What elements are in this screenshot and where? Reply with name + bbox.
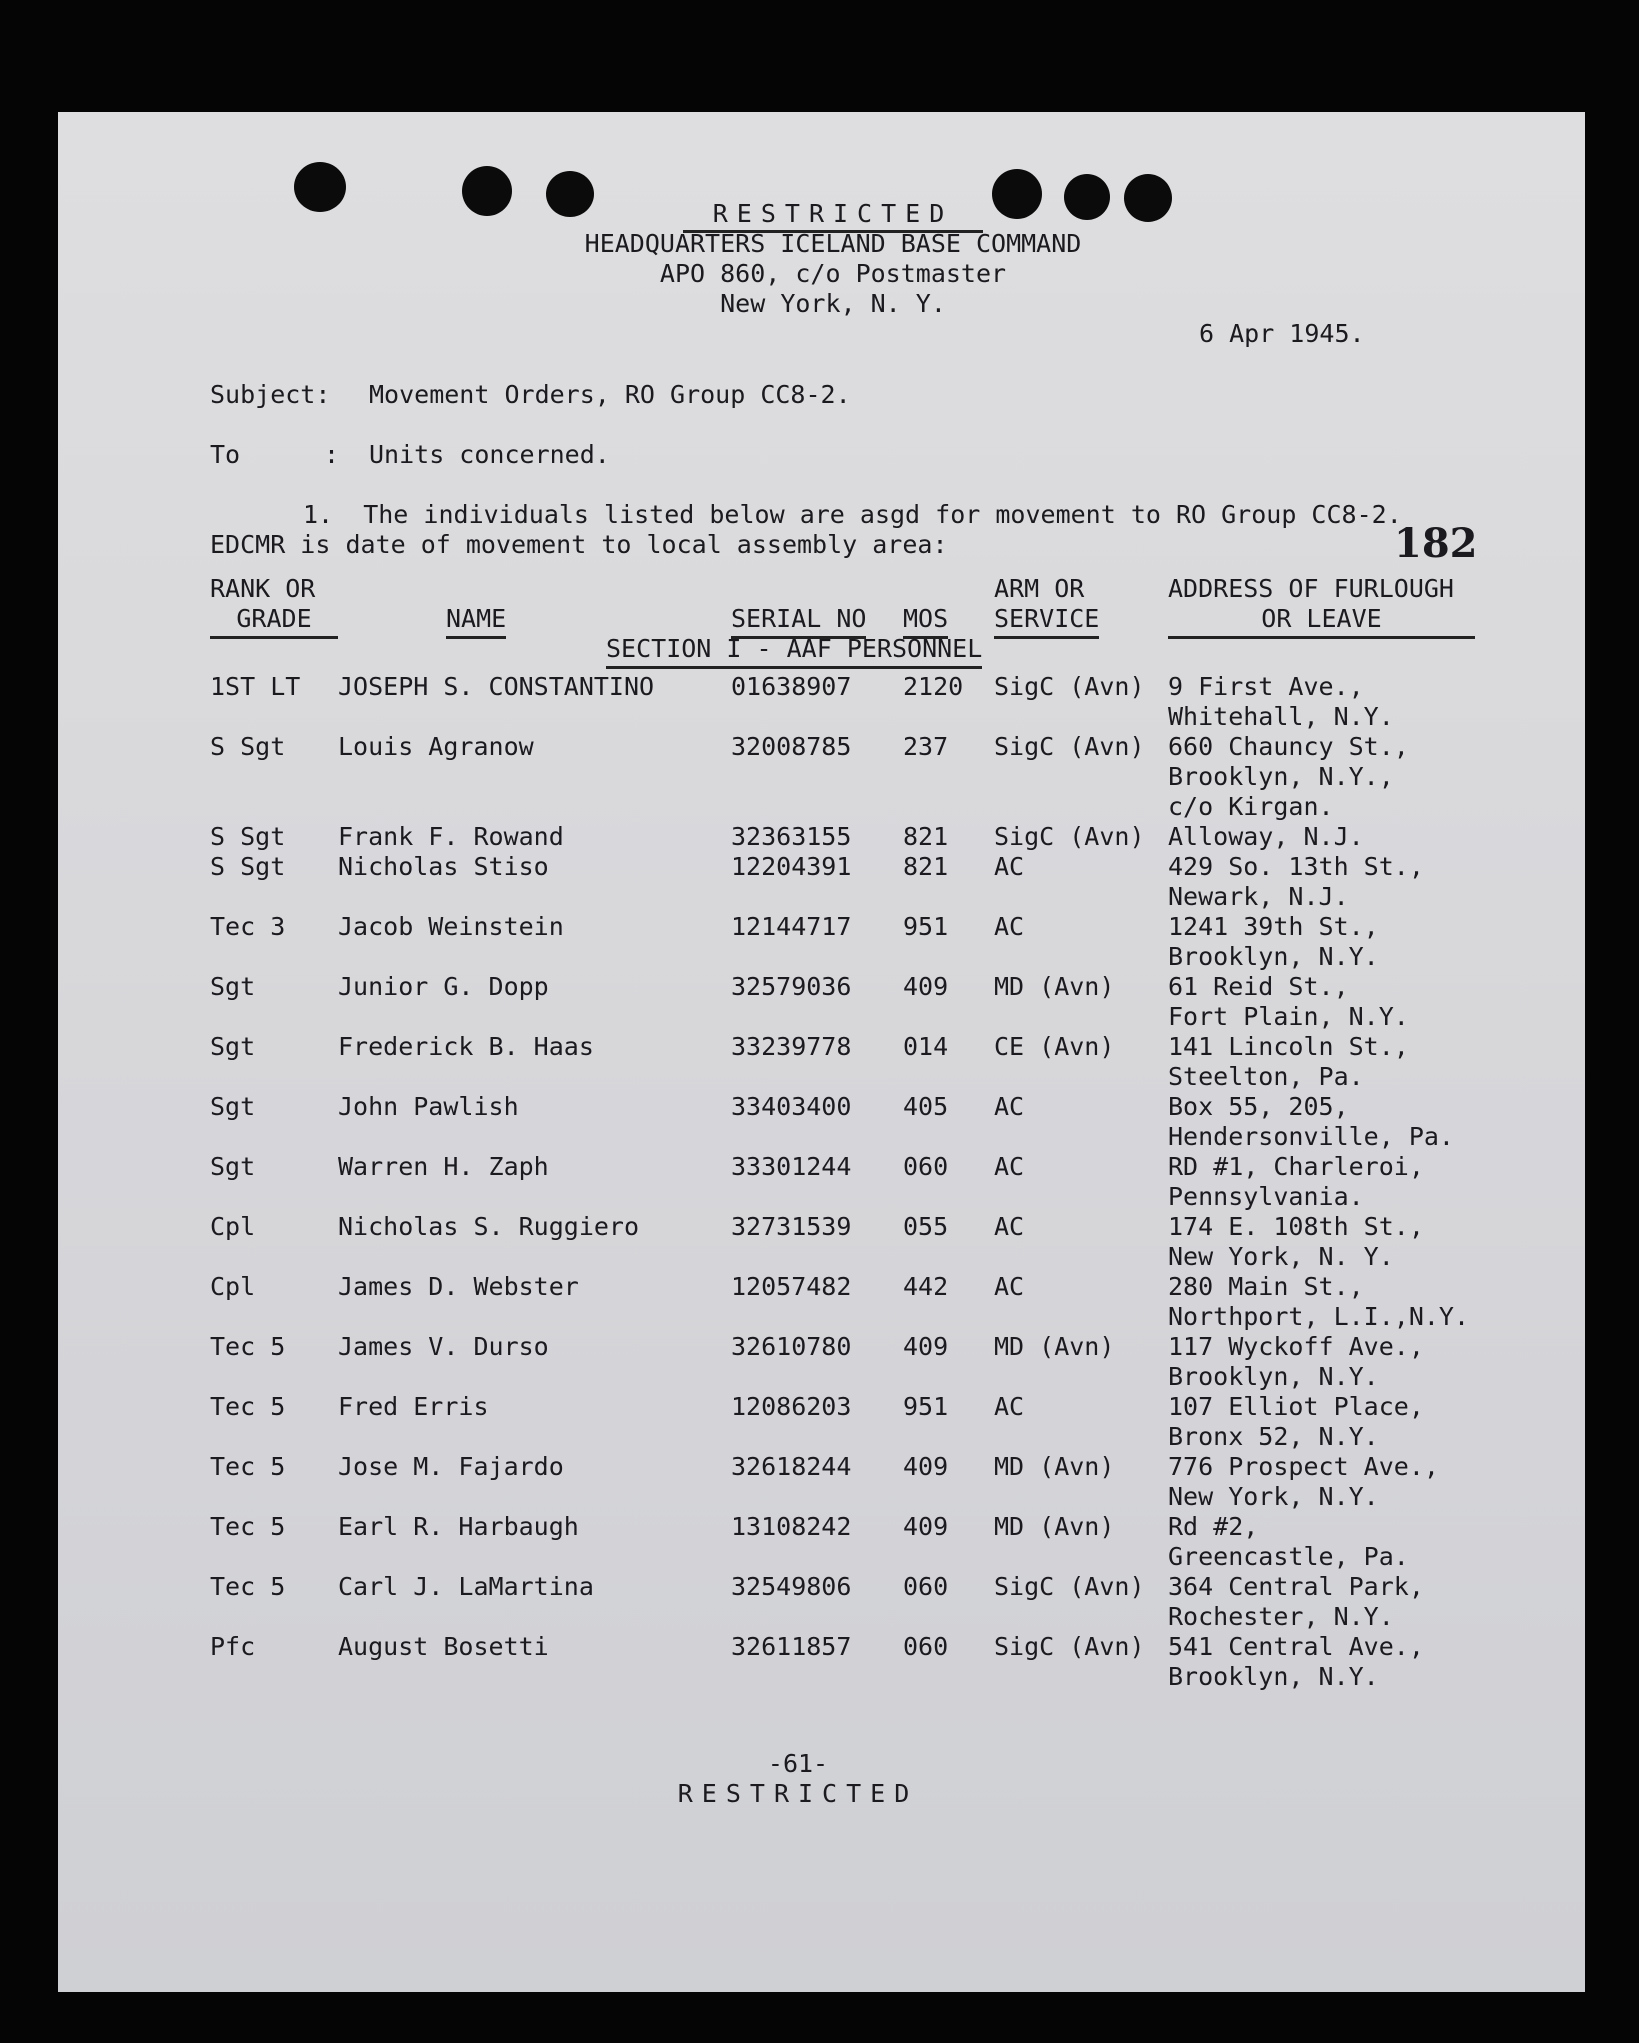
cell-rank: Tec 5 [210,1512,286,1541]
cell-rank: Pfc [210,1632,256,1661]
cell-address-line2: Rochester, N.Y. [1168,1602,1394,1631]
cell-mos: 409 [903,972,949,1001]
cell-address-line2: New York, N.Y. [1168,1482,1379,1511]
cell-arm: AC [994,1272,1025,1301]
cell-mos: 060 [903,1632,949,1661]
cell-address-line2: Northport, L.I.,N.Y. [1168,1302,1470,1331]
col-name: NAME [446,604,506,639]
cell-rank: Sgt [210,1032,256,1061]
table-row [58,1092,1585,1152]
cell-serial: 32579036 [731,972,852,1001]
cell-address-line1: 9 First Ave., [1168,672,1364,701]
cell-serial: 32618244 [731,1452,852,1481]
cell-name: Frederick B. Haas [338,1032,594,1061]
cell-arm: AC [994,1152,1025,1181]
cell-address-line2: Pennsylvania. [1168,1182,1364,1211]
apo-address: APO 860, c/o Postmaster [659,259,1007,288]
cell-name: Louis Agranow [338,732,534,761]
cell-address-line1: 429 So. 13th St., [1168,852,1424,881]
table-row [58,1152,1585,1212]
cell-address-line1: 280 Main St., [1168,1272,1364,1301]
cell-name: Fred Erris [338,1392,489,1421]
cell-name: Carl J. LaMartina [338,1572,594,1601]
paragraph-line-2: EDCMR is date of movement to local assembly area: [210,530,948,559]
cell-address-line2: Brooklyn, N.Y., [1168,762,1394,791]
table-row [58,1392,1585,1452]
cell-mos: 060 [903,1572,949,1601]
cell-mos: 409 [903,1332,949,1361]
table-row [58,1212,1585,1272]
cell-name: James D. Webster [338,1272,579,1301]
cell-name: Frank F. Rowand [338,822,564,851]
cell-arm: SigC (Avn) [994,1632,1145,1661]
table-row [58,672,1585,732]
cell-mos: 060 [903,1152,949,1181]
cell-rank: Sgt [210,1152,256,1181]
cell-name: John Pawlish [338,1092,519,1121]
col-arm-line1: ARM OR [994,574,1085,603]
cell-name: Junior G. Dopp [338,972,549,1001]
cell-mos: 821 [903,822,949,851]
cell-serial: 12086203 [731,1392,852,1421]
cell-mos: 2120 [903,672,964,701]
cell-name: Warren H. Zaph [338,1152,549,1181]
cell-arm: AC [994,912,1025,941]
classification-top: RESTRICTED [683,199,983,233]
punch-hole [1124,174,1172,222]
to-text: Units concerned. [369,440,610,469]
cell-mos: 951 [903,912,949,941]
cell-address-line1: 61 Reid St., [1168,972,1349,1001]
cell-address-line1: Rd #2, [1168,1512,1259,1541]
col-serial: SERIAL NO [731,604,866,639]
col-rank-line2: GRADE [210,604,338,639]
cell-address-line2: Greencastle, Pa. [1168,1542,1409,1571]
cell-mos: 951 [903,1392,949,1421]
table-row [58,1572,1585,1632]
cell-mos: 409 [903,1512,949,1541]
subject-text: Movement Orders, RO Group CC8-2. [369,380,851,409]
document-date: 6 Apr 1945. [1199,319,1365,348]
cell-mos: 821 [903,852,949,881]
cell-rank: S Sgt [210,732,286,761]
cell-rank: Cpl [210,1272,256,1301]
cell-name: James V. Durso [338,1332,549,1361]
punch-hole [462,166,512,216]
cell-address-line1: 541 Central Ave., [1168,1632,1424,1661]
cell-serial: 12204391 [731,852,852,881]
table-row [58,1632,1585,1692]
cell-rank: Tec 5 [210,1392,286,1421]
punch-hole [1064,174,1110,220]
paragraph-line-1: 1. The individuals listed below are asgd for movement to RO Group CC8-2. [303,500,1402,529]
cell-name: August Bosetti [338,1632,549,1661]
cell-rank: S Sgt [210,852,286,881]
cell-address-line1: RD #1, Charleroi, [1168,1152,1424,1181]
table-row [58,1512,1585,1572]
punch-hole [294,162,346,212]
cell-arm: AC [994,1092,1025,1121]
cell-serial: 33403400 [731,1092,852,1121]
table-row [58,1452,1585,1512]
cell-name: Nicholas S. Ruggiero [338,1212,640,1241]
cell-rank: Sgt [210,972,256,1001]
cell-address-line2: Hendersonville, Pa. [1168,1122,1454,1151]
table-row [58,1332,1585,1392]
cell-arm: MD (Avn) [994,1452,1115,1481]
classification-bottom: RESTRICTED [677,1779,919,1808]
col-arm-line2: SERVICE [994,604,1099,639]
cell-arm: SigC (Avn) [994,732,1145,761]
cell-arm: AC [994,1212,1025,1241]
cell-serial: 32008785 [731,732,852,761]
cell-rank: Tec 3 [210,912,286,941]
col-address-line1: ADDRESS OF FURLOUGH [1168,574,1454,603]
col-mos: MOS [903,604,948,639]
cell-address-line1: Alloway, N.J. [1168,822,1364,851]
handwritten-page-number: 182 [1394,520,1478,567]
cell-address-line1: 364 Central Park, [1168,1572,1424,1601]
cell-serial: 33239778 [731,1032,852,1061]
cell-address-line3: c/o Kirgan. [1168,792,1334,821]
to-label: To [210,440,241,469]
cell-address-line2: Newark, N.J. [1168,882,1349,911]
cell-address-line1: 107 Elliot Place, [1168,1392,1424,1421]
punch-hole [992,169,1042,219]
table-row [58,1032,1585,1092]
cell-name: Jose M. Fajardo [338,1452,564,1481]
cell-serial: 32363155 [731,822,852,851]
cell-address-line2: New York, N. Y. [1168,1242,1394,1271]
cell-address-line2: Fort Plain, N.Y. [1168,1002,1409,1031]
cell-arm: MD (Avn) [994,1512,1115,1541]
cell-mos: 405 [903,1092,949,1121]
cell-arm: SigC (Avn) [994,822,1145,851]
table-row [58,732,1585,821]
cell-arm: SigC (Avn) [994,672,1145,701]
cell-address-line1: 660 Chauncy St., [1168,732,1409,761]
cell-arm: MD (Avn) [994,972,1115,1001]
cell-arm: SigC (Avn) [994,1572,1145,1601]
cell-name: Earl R. Harbaugh [338,1512,579,1541]
city-line: New York, N. Y. [720,289,946,318]
cell-address-line1: 117 Wyckoff Ave., [1168,1332,1424,1361]
cell-mos: 014 [903,1032,949,1061]
cell-serial: 32549806 [731,1572,852,1601]
cell-rank: Tec 5 [210,1572,286,1601]
cell-name: Jacob Weinstein [338,912,564,941]
cell-address-line2: Brooklyn, N.Y. [1168,1362,1379,1391]
cell-arm: AC [994,1392,1025,1421]
cell-name: Nicholas Stiso [338,852,549,881]
table-row [58,1272,1585,1332]
cell-arm: CE (Avn) [994,1032,1115,1061]
cell-name: JOSEPH S. CONSTANTINO [338,672,655,701]
table-row [58,852,1585,912]
cell-rank: Sgt [210,1092,256,1121]
cell-address-line2: Brooklyn, N.Y. [1168,942,1379,971]
table-row [58,912,1585,972]
table-row [58,972,1585,1032]
cell-address-line2: Whitehall, N.Y. [1168,702,1394,731]
organization-name: HEADQUARTERS ICELAND BASE COMMAND [584,229,1082,258]
cell-serial: 12144717 [731,912,852,941]
cell-rank: Tec 5 [210,1452,286,1481]
cell-serial: 32731539 [731,1212,852,1241]
cell-address-line1: 776 Prospect Ave., [1168,1452,1439,1481]
section-title: SECTION I - AAF PERSONNEL [606,634,982,669]
cell-mos: 055 [903,1212,949,1241]
cell-address-line1: 141 Lincoln St., [1168,1032,1409,1061]
page-marker: -61- [767,1749,829,1778]
subject-label: Subject: [210,380,331,409]
cell-rank: S Sgt [210,822,286,851]
document-page [58,112,1585,1992]
cell-serial: 13108242 [731,1512,852,1541]
cell-serial: 01638907 [731,672,852,701]
cell-mos: 237 [903,732,949,761]
cell-serial: 32610780 [731,1332,852,1361]
cell-address-line1: 1241 39th St., [1168,912,1379,941]
col-address-line2: OR LEAVE [1168,604,1475,639]
cell-serial: 12057482 [731,1272,852,1301]
cell-rank: Cpl [210,1212,256,1241]
cell-address-line2: Brooklyn, N.Y. [1168,1662,1379,1691]
cell-rank: Tec 5 [210,1332,286,1361]
to-colon: : [324,440,340,469]
cell-arm: MD (Avn) [994,1332,1115,1361]
cell-serial: 33301244 [731,1152,852,1181]
punch-hole [546,171,594,217]
cell-rank: 1ST LT [210,672,301,701]
cell-mos: 409 [903,1452,949,1481]
cell-address-line2: Steelton, Pa. [1168,1062,1364,1091]
cell-address-line1: Box 55, 205, [1168,1092,1349,1121]
cell-address-line1: 174 E. 108th St., [1168,1212,1424,1241]
cell-arm: AC [994,852,1025,881]
cell-serial: 32611857 [731,1632,852,1661]
cell-address-line2: Bronx 52, N.Y. [1168,1422,1379,1451]
cell-mos: 442 [903,1272,949,1301]
col-rank-line1: RANK OR [210,574,316,603]
